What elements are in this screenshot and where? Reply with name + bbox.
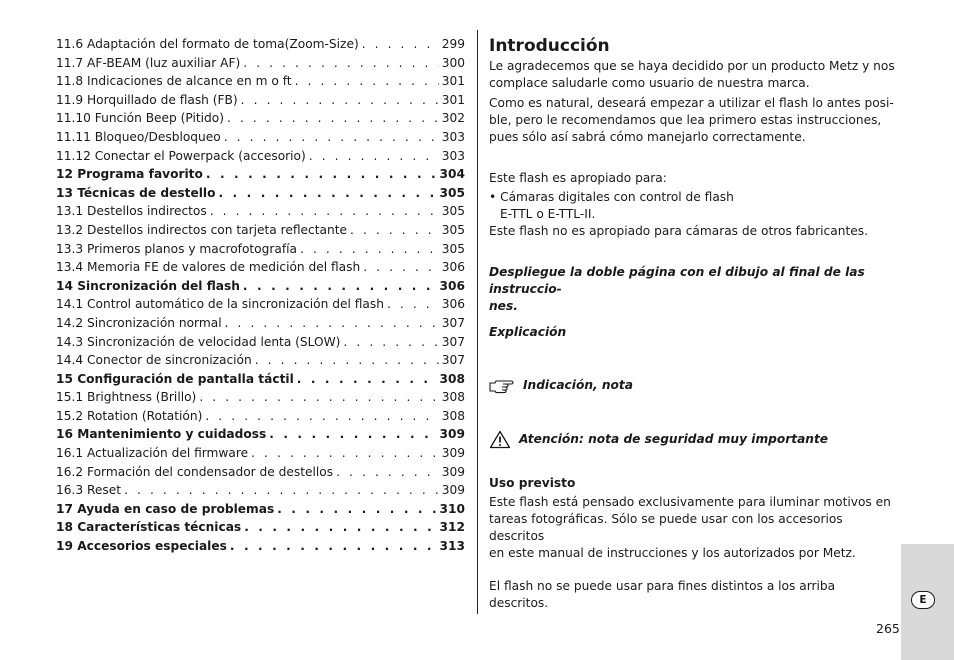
intro-line: Como es natural, deseará empezar a utilizar el flash lo antes posi- [489, 96, 894, 110]
toc-leader-dots [294, 370, 437, 389]
toc-leader-dots [252, 351, 439, 370]
intended-use-line: tareas fotográficas. Sólo se puede usar con los accesorios descritos [489, 512, 843, 543]
toc-entry-page: 306 [441, 297, 465, 312]
toc-entry-page: 304 [439, 167, 465, 182]
note-line [489, 376, 897, 394]
toc-entry [56, 184, 465, 203]
suitability-sub: E-TTL o E-TTL-II. [500, 207, 596, 221]
toc-entry-page: 313 [439, 539, 465, 554]
toc-entry-label: 11.12 Conectar el Powerpack (accesorio) [56, 148, 306, 163]
toc-entry-label: 13.1 Destellos indirectos [56, 204, 207, 219]
toc-leader-dots [224, 109, 439, 128]
toc-entry [56, 221, 465, 240]
toc-leader-dots [340, 333, 438, 352]
toc-entry-page: 308 [441, 390, 465, 405]
pointing-hand-icon [489, 376, 515, 394]
toc-leader-dots [207, 202, 439, 221]
toc-entry [56, 91, 465, 110]
introduction-section [489, 34, 897, 612]
toc-entry-label: 15.2 Rotation (Rotatión) [56, 408, 203, 423]
toc-entry-label: 13 Técnicas de destello [56, 185, 216, 200]
toc-entry-page: 305 [439, 185, 465, 200]
toc-entry-page: 309 [441, 446, 465, 461]
toc-entry-label: 16.3 Reset [56, 483, 122, 498]
toc-entry-label: 16.2 Formación del condensador de destellos [56, 464, 334, 479]
warning-line [489, 430, 897, 449]
toc-entry [56, 258, 465, 277]
toc-entry-page: 305 [441, 241, 465, 256]
toc-entry [56, 351, 465, 370]
toc-leader-dots [266, 425, 436, 444]
toc-entry [56, 72, 465, 91]
unfold-note: nes. [489, 299, 518, 313]
toc-entry-page: 303 [441, 148, 465, 163]
toc-entry-label: 11.8 Indicaciones de alcance en m o ft [56, 74, 292, 89]
toc-entry-label: 14.2 Sincronización normal [56, 315, 222, 330]
toc-leader-dots [274, 500, 436, 519]
toc-entry-label: 19 Accesorios especiales [56, 539, 227, 554]
toc-entry [56, 500, 465, 519]
toc-entry-label: 15 Configuración de pantalla táctil [56, 371, 294, 386]
toc-entry-page: 301 [441, 74, 465, 89]
toc-entry-label: 11.10 Función Beep (Pitido) [56, 111, 224, 126]
toc-entry [56, 333, 465, 352]
toc-entry-page: 301 [441, 92, 465, 107]
toc-entry-label: 15.1 Brightness (Brillo) [56, 390, 197, 405]
column-divider [477, 30, 478, 614]
toc-leader-dots [333, 463, 439, 482]
suitability-not: Este flash no es apropiado para cámaras de otros fabricantes. [489, 224, 868, 238]
toc-entry-page: 305 [441, 222, 465, 237]
toc-leader-dots [241, 518, 436, 537]
toc-entry-page: 309 [439, 427, 465, 442]
toc-entry-label: 17 Ayuda en caso de problemas [56, 501, 275, 516]
toc-entry-label: 13.2 Destellos indirectos con tarjeta reflectante [56, 222, 347, 237]
toc-leader-dots [384, 295, 439, 314]
intended-use-line: Este flash está pensado exclusivamente para iluminar motivos en [489, 495, 891, 509]
toc-leader-dots [347, 221, 439, 240]
toc-entry-page: 307 [441, 334, 465, 349]
toc-entry [56, 277, 465, 296]
toc-entry [56, 388, 465, 407]
toc-entry [56, 109, 465, 128]
toc-leader-dots [221, 128, 439, 147]
explanation-label: Explicación [489, 325, 567, 339]
table-of-contents [56, 35, 465, 556]
toc-leader-dots [297, 240, 439, 259]
toc-entry-label: 16.1 Actualización del firmware [56, 446, 249, 461]
toc-entry-label: 13.3 Primeros planos y macrofotografía [56, 241, 297, 256]
toc-leader-dots [238, 91, 439, 110]
toc-entry [56, 537, 465, 556]
toc-entry-page: 306 [441, 260, 465, 275]
suitability-bullet: • Cámaras digitales con control de flash [489, 190, 734, 204]
toc-entry-label: 11.11 Bloqueo/Desbloqueo [56, 129, 221, 144]
toc-entry-label: 14.3 Sincronización de velocidad lenta (SLOW) [56, 334, 341, 349]
toc-entry [56, 128, 465, 147]
toc-entry-label: 12 Programa favorito [56, 167, 203, 182]
toc-entry-label: 14 Sincronización del flash [56, 278, 240, 293]
toc-entry-page: 308 [441, 408, 465, 423]
toc-entry [56, 518, 465, 537]
toc-entry [56, 147, 465, 166]
warning-triangle-icon [489, 430, 511, 449]
toc-leader-dots [240, 277, 437, 296]
toc-entry-page: 310 [439, 501, 465, 516]
intended-use-line: El flash no se puede usar para fines distintos a los arriba descritos. [489, 579, 836, 610]
language-badge: E [911, 591, 935, 609]
page-number: 265 [876, 621, 900, 636]
toc-leader-dots [202, 407, 438, 426]
toc-entry [56, 240, 465, 259]
toc-entry [56, 295, 465, 314]
suitability-title: Este flash es apropiado para: [489, 171, 667, 185]
toc-entry-page: 299 [441, 37, 465, 51]
toc-entry-page: 308 [439, 371, 465, 386]
toc-leader-dots [196, 388, 438, 407]
toc-entry-page: 302 [441, 111, 465, 126]
toc-entry-page: 305 [441, 204, 465, 219]
toc-entry-page: 300 [441, 55, 465, 70]
toc-entry-page: 307 [441, 353, 465, 368]
toc-leader-dots [222, 314, 439, 333]
toc-leader-dots [121, 481, 439, 500]
toc-leader-dots [360, 258, 439, 277]
toc-leader-dots [359, 35, 439, 54]
warning-text: Atención: nota de seguridad muy importante [519, 432, 829, 446]
toc-entry-label: 14.1 Control automático de la sincronización del flash [56, 297, 384, 312]
toc-entry [56, 407, 465, 426]
note-text: Indicación, nota [523, 377, 633, 392]
toc-entry-page: 307 [441, 315, 465, 330]
toc-entry [56, 35, 465, 54]
intro-line: ble, pero le recomendamos que lea primero estas instrucciones, [489, 113, 882, 127]
toc-entry [56, 54, 465, 73]
toc-entry-label: 18 Características técnicas [56, 520, 242, 535]
toc-entry [56, 314, 465, 333]
unfold-note: Despliegue la doble página con el dibujo al final de las instruccio- [489, 265, 865, 296]
toc-leader-dots [240, 54, 438, 73]
intended-use-line: en este manual de instrucciones y los autorizados por Metz. [489, 546, 856, 560]
toc-entry-page: 312 [439, 520, 465, 535]
toc-leader-dots [203, 165, 437, 184]
intended-use-title: Uso previsto [489, 476, 576, 490]
toc-leader-dots [306, 147, 439, 166]
toc-entry-label: 11.6 Adaptación del formato de toma(Zoom-Size) [56, 37, 359, 51]
toc-entry-label: 11.7 AF-BEAM (luz auxiliar AF) [56, 55, 241, 70]
toc-entry-label: 13.4 Memoria FE de valores de medición del flash [56, 260, 361, 275]
toc-entry-page: 309 [441, 483, 465, 498]
toc-entry [56, 444, 465, 463]
toc-entry-label: 16 Mantenimiento y cuidadoss [56, 427, 267, 442]
toc-leader-dots [227, 537, 437, 556]
intro-line: complace saludarle como usuario de nuestra marca. [489, 76, 810, 90]
toc-entry-label: 11.9 Horquillado de flash (FB) [56, 92, 238, 107]
intro-line: pues sólo así sabrá cómo manejarlo correctamente. [489, 130, 806, 144]
toc-entry-page: 309 [441, 464, 465, 479]
toc-entry [56, 425, 465, 444]
toc-leader-dots [292, 72, 439, 91]
toc-entry-label: 14.4 Conector de sincronización [56, 353, 252, 368]
toc-entry-page: 303 [441, 129, 465, 144]
toc-entry [56, 202, 465, 221]
toc-leader-dots [248, 444, 439, 463]
toc-entry-page: 306 [439, 278, 465, 293]
toc-entry [56, 165, 465, 184]
section-title: Introducción [489, 36, 610, 56]
toc-entry [56, 481, 465, 500]
toc-leader-dots [215, 184, 436, 203]
toc-entry [56, 463, 465, 482]
intro-line: Le agradecemos que se haya decidido por un producto Metz y nos [489, 59, 895, 73]
toc-entry [56, 370, 465, 389]
